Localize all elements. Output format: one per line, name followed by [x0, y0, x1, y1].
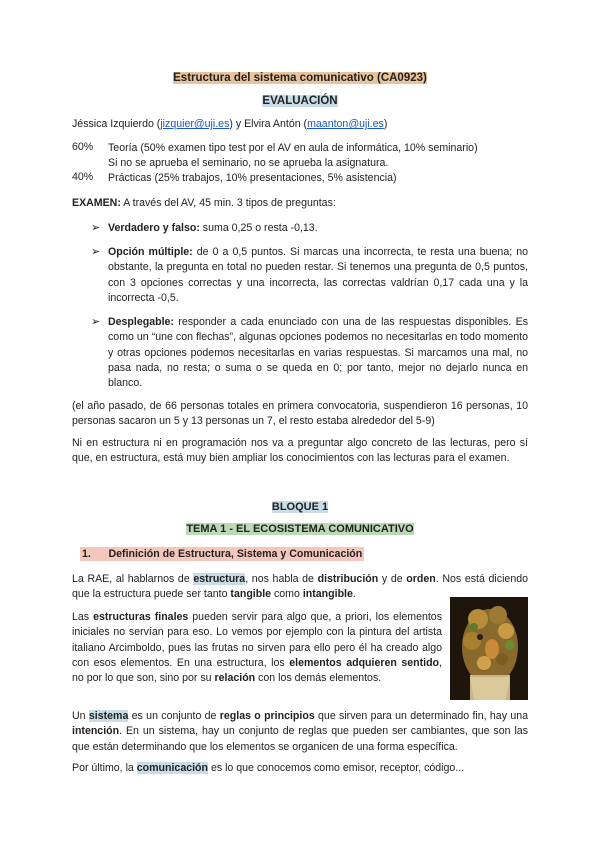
sis-text-4: . En un sistema, hay un conjunto de reglas que pueden ser cambiantes, que son las que están determinando que los elementos se organicen de una forma específica. — [72, 725, 528, 753]
fin-text-2: pueden servir para algo que, a priori, los elementos iniciales no servían para eso. Lo vemos por ejemplo con la pintura del artista italiano Arcimboldo, pues las frutas no sirven para ello pero él ha creado algo con esos elementos. En una estructura, los — [72, 611, 442, 669]
rae-text-1: La RAE, al hablarnos de — [72, 573, 194, 585]
term-comunicacion: comunicación — [136, 762, 208, 774]
fin-text-4: con los demás elementos. — [255, 672, 382, 685]
email-link-izquierdo[interactable]: jizquier@uji.es — [160, 118, 230, 130]
term-estructura: estructura — [193, 573, 246, 585]
evaluation-text: EVALUACIÓN — [262, 95, 338, 107]
term-estructuras-finales: estructuras finales — [93, 611, 189, 623]
rae-text-2: , nos habla de — [245, 573, 318, 585]
rae-text-3: y de — [378, 573, 407, 585]
theory-note: Si no se aprueba el seminario, no se aprueba la asignatura. — [108, 157, 389, 170]
bullet-1-label: Verdadero y falso: — [108, 222, 200, 234]
practice-text: Prácticas (25% trabajos, 10% presentaciones, 5% asistencia) — [108, 172, 397, 184]
practice-description — [108, 171, 528, 186]
section-heading — [80, 547, 536, 562]
estructuras-finales-paragraph — [72, 610, 442, 686]
last-year-note: (el año pasado, de 66 personas totales en primera convocatoria, suspendieron 16 personas, 10 personas sacaron un 5 y 13 personas un 7, el resto estaba alrededor del 5-9) — [72, 400, 528, 428]
section-text: 1. Definición de Estructura, Sistema y Comunicación — [82, 548, 363, 560]
com-text-1: Por último, la — [72, 762, 137, 774]
evaluation-heading — [72, 94, 528, 109]
readings-note: Ni en estructura ni en programación nos va a preguntar algo concreto de las lecturas, pero sí que, en estructura, está muy bien ampliar los conocimientos con las lecturas para el examen. — [72, 437, 528, 465]
term-distribucion: distribución — [317, 573, 379, 585]
bloque-text: BLOQUE 1 — [271, 501, 329, 513]
document-title — [72, 71, 528, 86]
arrow-bullet-icon: ➢ — [91, 222, 101, 234]
bloque-heading — [72, 500, 528, 515]
authors-text-3: ) — [383, 118, 388, 130]
tema-heading — [72, 522, 528, 537]
authors-line — [72, 117, 528, 132]
term-elementos-adquieren-sentido: elementos adquieren sentido — [289, 656, 440, 669]
tema-text: TEMA 1 - EL ECOSISTEMA COMUNICATIVO — [186, 523, 414, 535]
arrow-bullet-icon: ➢ — [91, 246, 101, 258]
sis-text-3: que sirven para un determinado fin, hay una — [314, 710, 528, 722]
title-text: Estructura del sistema comunicativo (CA0923) — [173, 72, 427, 84]
term-intencion: intención — [72, 725, 120, 738]
exam-label: EXAMEN: — [72, 197, 121, 209]
authors-text-2: ) y Elvira Antón ( — [229, 118, 308, 130]
comunicacion-paragraph — [72, 761, 528, 776]
term-orden: orden — [406, 573, 436, 585]
email-link-anton[interactable]: maanton@uji.es — [307, 118, 384, 130]
authors-text-1: Jéssica Izquierdo ( — [72, 118, 161, 130]
term-relacion: relación — [214, 672, 256, 685]
fin-text-1: Las — [72, 611, 94, 623]
theory-text: Teoría (50% examen tipo test por el AV en aula de informática, 10% seminario) — [108, 142, 478, 154]
painting-svg — [450, 597, 528, 700]
term-intangible: intangible — [302, 588, 353, 601]
bullet-2-label: Opción múltiple: — [108, 246, 193, 258]
exam-text: A través del AV, 45 min. 3 tipos de preguntas: — [120, 197, 336, 209]
term-reglas-principios: reglas o principios — [219, 710, 315, 722]
sis-text-1: Un — [72, 710, 89, 722]
practice-percentage: 40% — [72, 171, 94, 183]
rae-text-5: como — [271, 588, 303, 601]
fin-text-3: , no por lo que son, sino por su — [72, 656, 442, 685]
bullet-dropdown — [108, 315, 528, 391]
arcimboldo-painting-image — [450, 597, 528, 700]
com-text-2: es lo que conocemos como emisor, receptor, código... — [208, 762, 465, 774]
theory-percentage: 60% — [72, 141, 94, 153]
bullet-multiple-choice — [108, 245, 528, 306]
rae-text-4: . Nos está diciendo que la estructura puede ser tanto — [72, 573, 528, 601]
bullet-3-text: responder a cada enunciado con una de las respuestas disponibles. Es como un “une con flechas”, algunas opciones podemos no necesitarlas en todo momento y otras opciones podemos necesitarlas en varias respuestas. Si marcamos una mal, no pasa nada, no resta; o suma o se queda en 0; por tanto, mejor no dejarlo nunca en blanco. — [108, 316, 528, 390]
arrow-bullet-icon: ➢ — [91, 316, 101, 328]
bullet-1-text: suma 0,25 o resta -0,13. — [199, 222, 318, 234]
bullet-true-false — [108, 221, 528, 236]
term-sistema: sistema — [88, 710, 129, 722]
term-tangible: tangible — [230, 588, 272, 601]
exam-intro — [72, 196, 528, 211]
bullet-3-label: Desplegable: — [108, 316, 174, 328]
sistema-paragraph — [72, 709, 528, 755]
bullet-2-text: de 0 a 0,5 puntos. Si marcas una incorrecta, te resta una buena; no obstante, la pregunta en total no pueden restar. Si tenemos una pregunta de 0,5 puntos, con 3 opciones correctas y una incorrecta, las correctas valdrían 0,17 cada una y la incorrecta -0,5. — [108, 246, 528, 304]
sis-text-2: es un conjunto de — [128, 710, 220, 722]
theory-description — [108, 141, 528, 172]
rae-text-6: . — [352, 588, 356, 601]
